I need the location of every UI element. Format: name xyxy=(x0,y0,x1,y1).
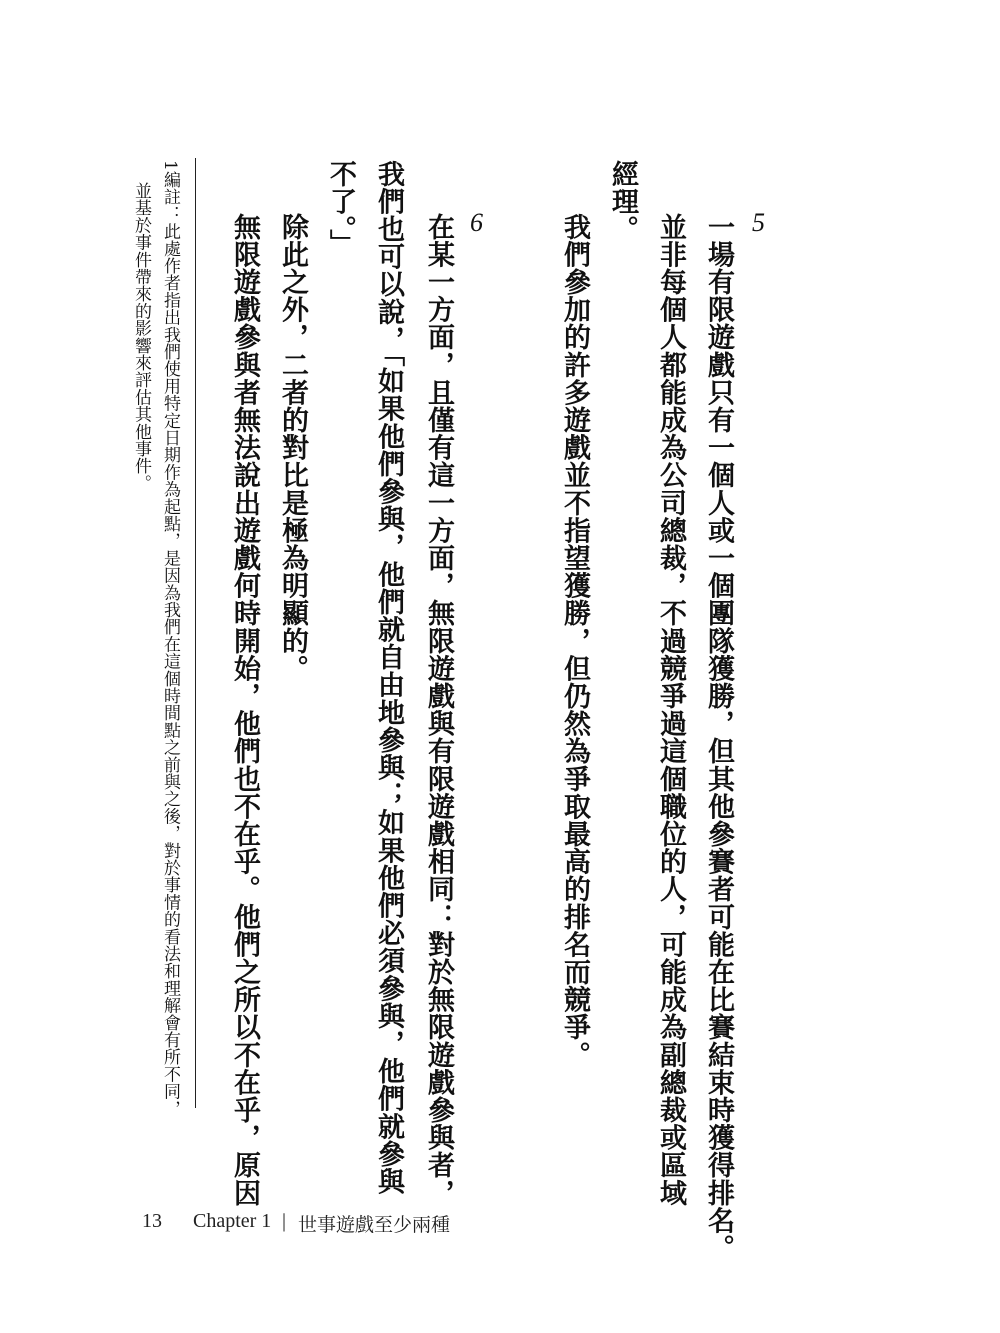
footer-separator: | xyxy=(282,1210,287,1232)
section-number-6: 6 xyxy=(470,208,483,237)
footnote-line-1: 1編註：此處作者指出我們使用特定日期作為起點，是因為我們在這個時間點之前與之後，對於事情的看法和理解會有所不同， xyxy=(160,160,180,1118)
footnote-line-2: 並基於事件帶來的影響來評估其他事件。 xyxy=(131,182,151,492)
page-number: 13 xyxy=(142,1210,162,1232)
chapter-title: 世事遊戲至少兩種 xyxy=(298,1214,451,1236)
section-6-line-2: 我們也可以說，「如果他們參與，他們就自由地參與；如果他們必須參與，他們就參與 xyxy=(373,160,404,1196)
section-5-line-1: 一場有限遊戲只有一個人或一個團隊獲勝，但其他參賽者可能在比賽結束時獲得排名。 xyxy=(703,213,734,1262)
section-6-line-5: 無限遊戲參與者無法說出遊戲何時開始，他們也不在乎。他們之所以不在乎，原因 xyxy=(229,213,260,1207)
section-5-line-2: 並非每個人都能成為公司總裁，不過競爭過這個職位的人，可能成為副總裁或區域 xyxy=(655,213,686,1207)
section-5-line-3: 經理。 xyxy=(607,160,638,243)
section-6-line-1: 在某一方面，且僅有這一方面，無限遊戲與有限遊戲相同：對於無限遊戲參與者， xyxy=(423,213,454,1207)
chapter-label: Chapter 1 xyxy=(193,1210,272,1232)
section-5-line-4: 我們參加的許多遊戲並不指望獲勝，但仍然為爭取最高的排名而競爭。 xyxy=(559,213,590,1069)
footnote-rule xyxy=(195,158,196,1108)
section-number-5: 5 xyxy=(752,208,765,237)
section-6-line-3: 不了。」 xyxy=(325,160,356,257)
section-6-line-4: 除此之外，二者的對比是極為明顯的。 xyxy=(277,213,308,683)
